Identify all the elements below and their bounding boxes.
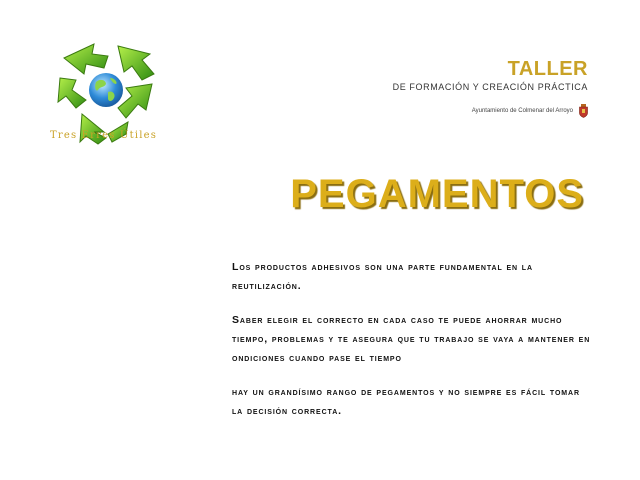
coat-of-arms-icon (579, 104, 588, 118)
page-title: PEGAMENTOS (290, 172, 584, 216)
taller-title: TALLER (507, 58, 588, 80)
taller-subtitle: DE FORMACIÓN Y CREACIÓN PRÁCTICA (392, 82, 588, 92)
ayuntamiento-credit (472, 104, 588, 118)
paragraph: hay un grandísimo rango de pegamentos y no siempre es fácil tomar la decisión correcta. (232, 386, 580, 417)
paragraph: Los productos adhesivos son una parte fundamental en la reutilización. (232, 261, 533, 292)
logo-caption: Tres Erres Útiles (50, 130, 158, 141)
body-text (232, 258, 592, 436)
taller-header (393, 58, 588, 92)
ayuntamiento-text: Ayuntamiento de Colmenar del Arroyo (471, 108, 573, 114)
paragraph: Saber elegir el correcto en cada caso te puede ahorrar mucho tiempo, problemas y te asegura que tu trabajo se vaya a mantener en ondiciones cuando pase el tiempo (232, 314, 591, 364)
